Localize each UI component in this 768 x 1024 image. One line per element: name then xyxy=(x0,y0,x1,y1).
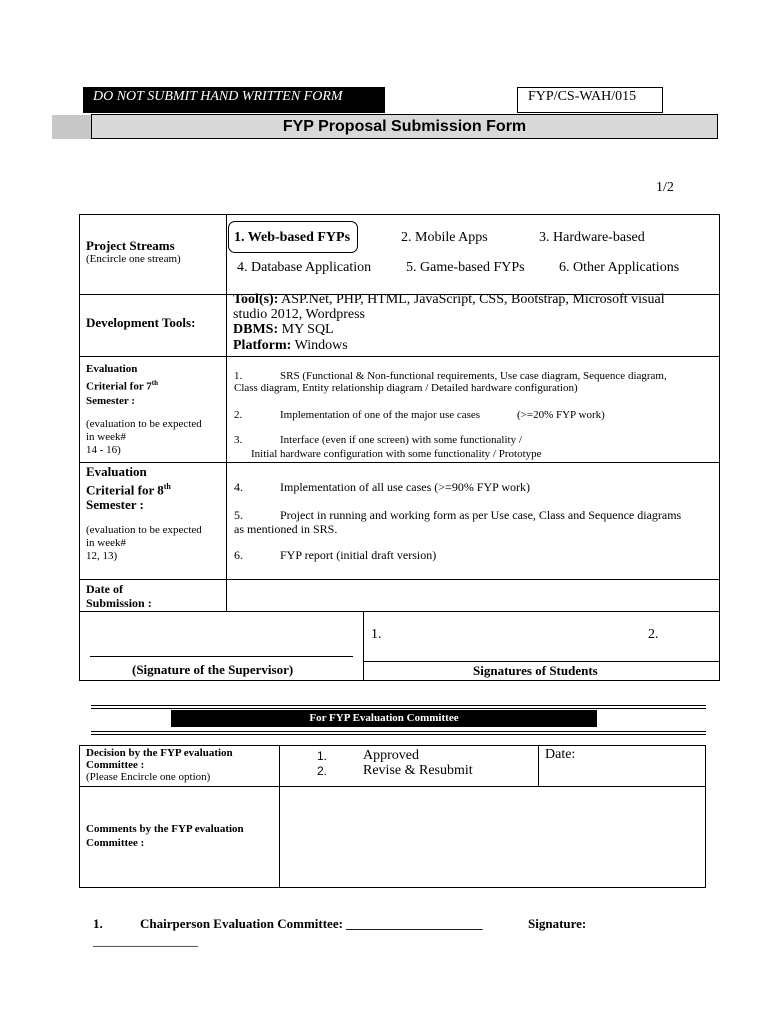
eval7-item-1-num: 1. xyxy=(234,370,243,382)
eval7-item-1-cont: Class diagram, Entity relationship diagram / Detailed hardware configuration) xyxy=(234,382,578,394)
committee-rule-top xyxy=(91,705,706,706)
decision-date-label: Date: xyxy=(545,747,576,762)
eval7-item-1: SRS (Functional & Non-functional requirements, Use case diagram, Sequence diagram, xyxy=(280,370,667,382)
decision-option-revise[interactable]: Revise & Resubmit xyxy=(363,763,473,778)
eval8-item-6-num: 6. xyxy=(234,548,243,562)
committee-rule-bottom xyxy=(91,731,706,732)
eval7-item-2-pct: (>=20% FYP work) xyxy=(517,409,605,421)
supervisor-signature-line[interactable] xyxy=(90,656,353,657)
decision-label: Decision by the FYP evaluation Committee : xyxy=(86,747,233,771)
chairperson-line[interactable]: Chairperson Evaluation Committee: _____________________ xyxy=(140,916,483,931)
supervisor-signature-label: (Signature of the Supervisor) xyxy=(132,662,294,677)
footer-number: 1. xyxy=(93,916,103,931)
decision-option-1-num: 1. xyxy=(317,749,328,763)
stream-option-other[interactable]: 6. Other Applications xyxy=(559,260,680,275)
eval8-label: Evaluation Criterial for 8th Semester : xyxy=(86,464,171,513)
form-code: FYP/CS-WAH/015 xyxy=(517,87,663,113)
students-signature-label: Signatures of Students xyxy=(473,663,598,678)
student-1-signature[interactable]: 1. xyxy=(371,627,382,642)
eval8-note: (evaluation to be expected in week# 12, 13) xyxy=(86,524,202,562)
submission-date-field[interactable] xyxy=(227,580,719,611)
stream-option-web[interactable]: 1. Web-based FYPs xyxy=(234,230,351,245)
title-bar-accent xyxy=(52,115,92,139)
project-streams-label: Project Streams xyxy=(86,238,175,253)
page-number: 1/2 xyxy=(656,180,674,195)
tools-line-2: studio 2012, Wordpress xyxy=(233,307,366,322)
tools-line: Tool(s): ASP.Net, PHP, HTML, JavaScript, CSS, Bootstrap, Microsoft visual xyxy=(233,292,665,307)
decision-option-approved[interactable]: Approved xyxy=(363,748,419,763)
chairperson-signature-label: Signature: xyxy=(528,916,587,931)
stream-option-mobile[interactable]: 2. Mobile Apps xyxy=(401,230,488,245)
platform-line: Platform: Windows xyxy=(233,338,348,353)
stream-option-game[interactable]: 5. Game-based FYPs xyxy=(406,260,525,275)
eval7-item-2-num: 2. xyxy=(234,409,243,421)
chairperson-signature-line[interactable]: _______________ xyxy=(93,934,198,949)
eval7-label: Evaluation Criterial for 7th Semester : xyxy=(86,363,159,407)
project-streams-note: (Encircle one stream) xyxy=(86,253,181,265)
comments-field[interactable] xyxy=(280,787,705,887)
no-handwritten-banner: DO NOT SUBMIT HAND WRITTEN FORM xyxy=(83,87,385,113)
eval8-item-6: FYP report (initial draft version) xyxy=(280,548,437,562)
eval7-item-2: Implementation of one of the major use cases xyxy=(280,409,481,421)
comments-label: Comments by the FYP evaluation Committee : xyxy=(86,823,244,849)
eval8-item-5-num: 5. xyxy=(234,508,243,522)
submission-date-label: Date of Submission : xyxy=(86,582,152,610)
decision-note: (Please Encircle one option) xyxy=(86,771,211,783)
eval7-item-3-cont: Initial hardware configuration with some functionality / Prototype xyxy=(251,448,542,460)
student-2-signature[interactable]: 2. xyxy=(648,627,659,642)
committee-rule-top-2 xyxy=(91,708,706,709)
committee-rule-bottom-2 xyxy=(91,734,706,735)
committee-section-bar: For FYP Evaluation Committee xyxy=(171,710,597,727)
eval7-item-3-num: 3. xyxy=(234,434,243,446)
dev-tools-label: Development Tools: xyxy=(86,315,196,330)
eval8-item-5-cont: as mentioned in SRS. xyxy=(234,522,338,536)
eval8-item-5: Project in running and working form as per Use case, Class and Sequence diagrams xyxy=(280,508,682,522)
eval7-item-3: Interface (even if one screen) with some functionality / xyxy=(280,434,522,446)
stream-option-hardware[interactable]: 3. Hardware-based xyxy=(539,230,645,245)
eval8-item-4: Implementation of all use cases (>=90% FYP work) xyxy=(280,480,531,494)
eval8-item-4-num: 4. xyxy=(234,480,243,494)
page-title: FYP Proposal Submission Form xyxy=(91,114,718,139)
decision-option-2-num: 2. xyxy=(317,764,328,778)
stream-option-database[interactable]: 4. Database Application xyxy=(237,260,372,275)
dbms-line: DBMS: MY SQL xyxy=(233,322,334,337)
eval7-note: (evaluation to be expected in week# 14 - 16) xyxy=(86,418,202,456)
